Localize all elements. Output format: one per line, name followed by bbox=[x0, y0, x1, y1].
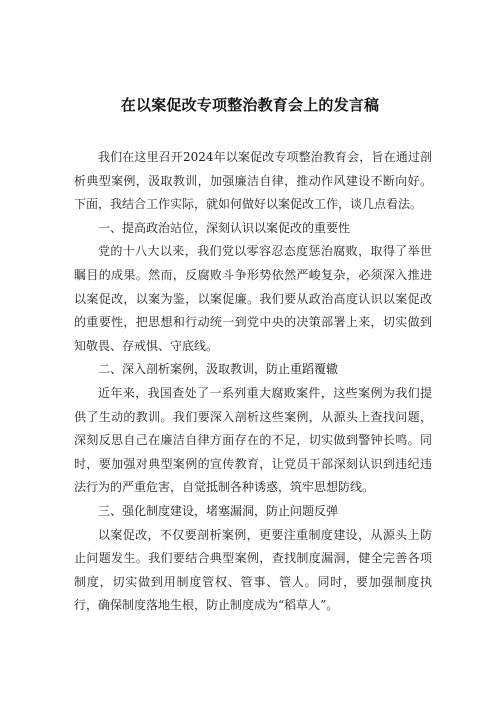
section-1-paragraph: 党的十八大以来，我们党以零容忍态度惩治腐败，取得了举世瞩目的成果。然而，反腐败斗争形势依然严峻复杂，必须深入推进以案促改，以案为鉴，以案促廉。我们要从政治高度认识以案促改的重要性，把思想和行动统一到党中央的决策部署上来，切实做到知敬畏、存戒惧、守底线。 bbox=[74, 244, 432, 353]
document-title: 在以案促改专项整治教育会上的发言稿 bbox=[120, 96, 380, 114]
section-3-paragraph: 以案促改，不仅要剖析案例，更要注重制度建设，从源头上防止问题发生。我们要结合典型案例，查找制度漏洞，健全完善各项制度，切实做到用制度管权、管事、管人。同时，要加强制度执行，确保制度落地生根，防止制度成为“稻草人”。 bbox=[74, 527, 432, 613]
section-heading-3: 三、强化制度建设，堵塞漏洞，防止问题反弹 bbox=[98, 503, 339, 518]
intro-paragraph: 我们在这里召开2024年以案促改专项整治教育会，旨在通过剖析典型案例，汲取教训，加强廉洁自律，推动作风建设不断向好。下面，我结合工作实际，就如何做好以案促改工作，谈几点看法。 bbox=[74, 150, 432, 212]
section-2-paragraph: 近年来，我国查处了一系列重大腐败案件，这些案例为我们提供了生动的教训。我们要深入剖析这些案例，从源头上查找问题，深刻反思自己在廉洁自律方面存在的不足，切实做到警钟长鸣。同时，要加强对典型案例的宣传教育，让党员干部深刻认识到违纪违法行为的严重危害，自觉抵制各种诱惑，筑牢思想防线。 bbox=[74, 385, 432, 495]
section-heading-2: 二、深入剖析案例，汲取教训，防止重蹈覆辙 bbox=[98, 362, 339, 377]
document-body bbox=[74, 146, 432, 618]
section-heading-1: 一、提高政治站位，深刻认识以案促改的重要性 bbox=[98, 220, 351, 235]
